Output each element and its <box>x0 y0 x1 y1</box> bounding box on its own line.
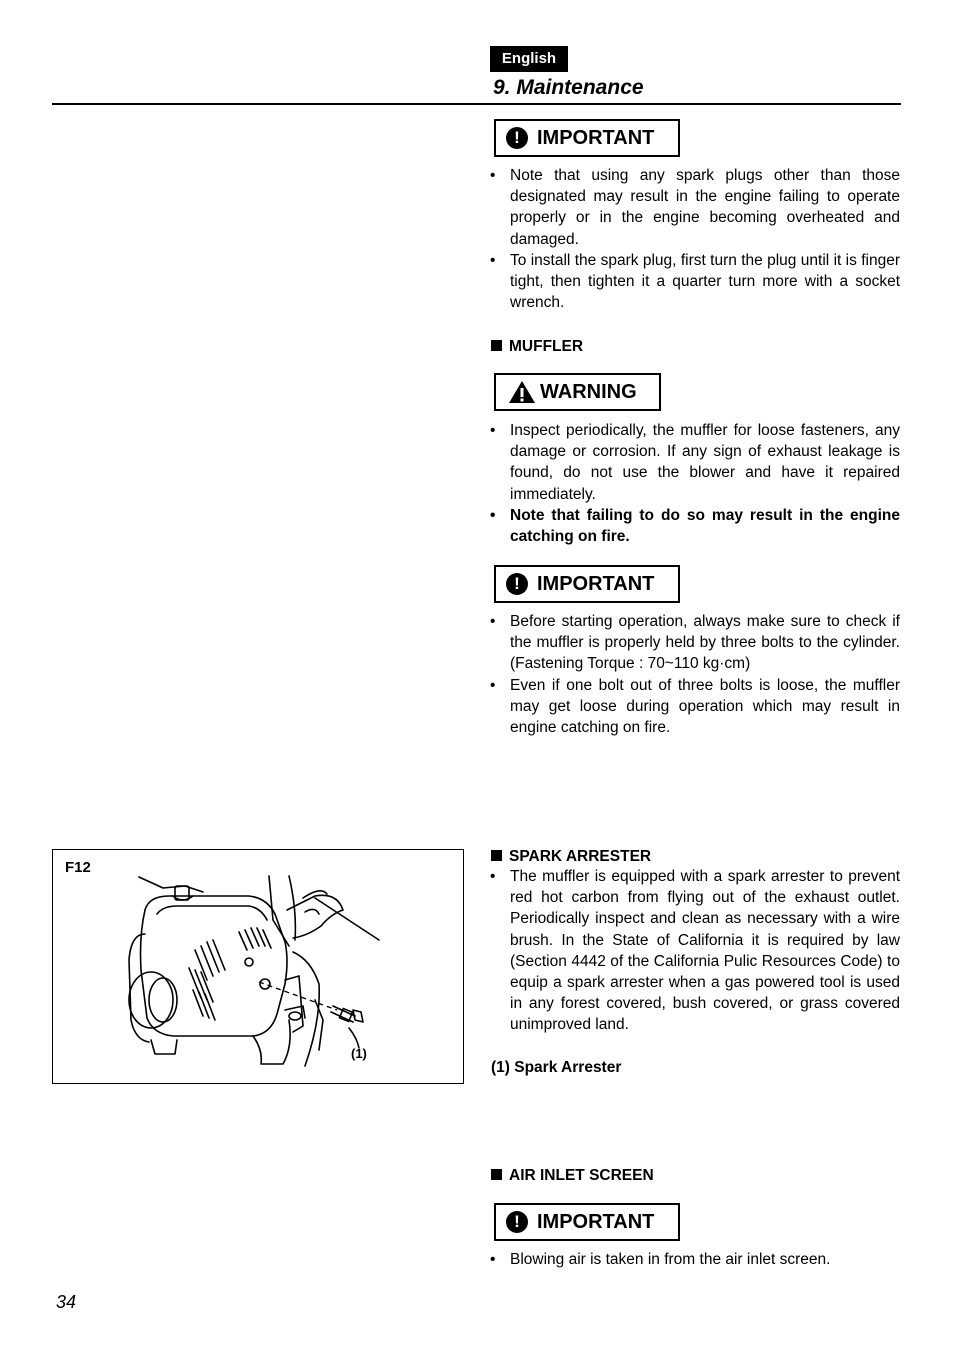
spark-plug-notes <box>490 165 900 313</box>
muffler-important-notes <box>490 611 900 738</box>
square-bullet-icon <box>491 1169 502 1180</box>
air-inlet-heading: AIR INLET SCREEN <box>491 1166 654 1186</box>
language-tab: English <box>490 46 568 72</box>
header-rule <box>52 103 901 105</box>
spark-arrester-heading: SPARK ARRESTER <box>491 847 651 867</box>
square-bullet-icon <box>491 340 502 351</box>
important-notice <box>494 119 680 157</box>
figure-caption: (1) Spark Arrester <box>491 1059 622 1076</box>
list-item: • To install the spark plug, first turn the plug until it is finger tight, then tighten it a quarter turn more with a socket wrench. <box>490 250 900 314</box>
muffler-warning-notes <box>490 420 900 547</box>
warning-triangle-icon <box>508 380 536 404</box>
list-item: • Even if one bolt out of three bolts is loose, the muffler may get loose during operation which may result in engine catching on fire. <box>490 675 900 739</box>
square-bullet-icon <box>491 850 502 861</box>
list-item: • Note that failing to do so may result in the engine catching on fire. <box>490 505 900 547</box>
exclamation-icon: ! <box>506 127 528 149</box>
spark-arrester-notes <box>490 866 900 1036</box>
section-title: 9. Maintenance <box>493 76 644 99</box>
figure-label: F12 <box>65 859 91 876</box>
list-item: • Blowing air is taken in from the air inlet screen. <box>490 1249 900 1270</box>
exclamation-icon: ! <box>506 573 528 595</box>
list-item: • Inspect periodically, the muffler for loose fasteners, any damage or corrosion. If any sign of exhaust leakage is found, do not use the blower and have it repaired immediately. <box>490 420 900 505</box>
important-label: IMPORTANT <box>537 126 655 149</box>
important-notice <box>494 565 680 603</box>
page-number: 34 <box>56 1292 77 1312</box>
important-notice <box>494 1203 680 1241</box>
list-item: • Before starting operation, always make sure to check if the muffler is properly held by three bolts to the cylinder. (Fastening Torque : 70~110 kg·cm) <box>490 611 900 675</box>
important-label: IMPORTANT <box>537 572 655 595</box>
air-inlet-notes <box>490 1249 900 1270</box>
list-item: • Note that using any spark plugs other than those designated may result in the engine failing to operate properly or in the engine becoming overheated and damaged. <box>490 165 900 250</box>
figure-callout: (1) <box>351 1046 367 1061</box>
warning-notice <box>494 373 661 411</box>
figure-f12 <box>52 849 464 1084</box>
warning-label: WARNING <box>540 380 637 403</box>
engine-muffler-illustration <box>53 850 463 1083</box>
important-label: IMPORTANT <box>537 1210 655 1233</box>
list-item: • The muffler is equipped with a spark arrester to prevent red hot carbon from flying out of the exhaust outlet. Periodically inspect and clean as necessary with a wire brush. In the State of California it is required by law (Section 4442 of the California Pulic Resources Code) to equip a spark arrester when a gas powered tool is used in any forest covered, bush covered, or grass covered unimproved land. <box>490 866 900 1036</box>
muffler-heading: MUFFLER <box>491 337 583 357</box>
exclamation-icon: ! <box>506 1211 528 1233</box>
